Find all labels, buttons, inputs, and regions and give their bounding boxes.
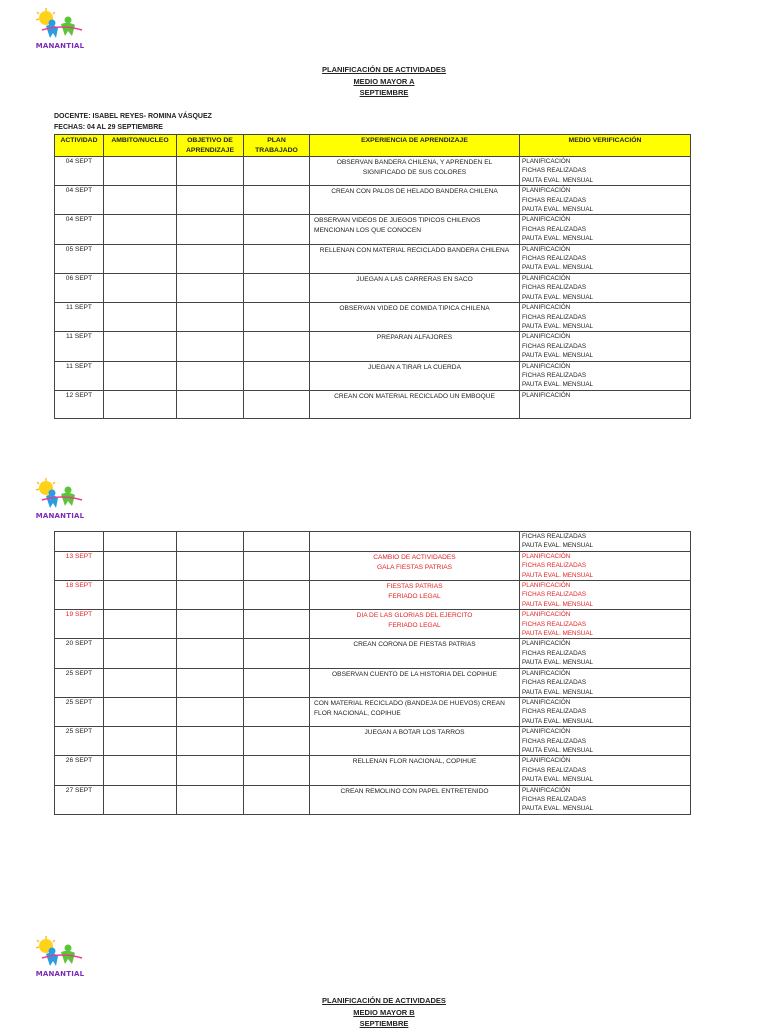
ambito-cell: [104, 639, 177, 668]
medio-item: FICHAS REALIZADAS: [522, 620, 587, 628]
medio-item: PAUTA EVAL. MENSUAL: [522, 322, 594, 330]
medio-item: PAUTA EVAL. MENSUAL: [522, 746, 594, 754]
experiencia-line: PREPARAN ALFAJORES: [376, 334, 453, 342]
experiencia-cell: [310, 551, 520, 580]
experiencia-line: JUEGAN A BOTAR LOS TARROS: [364, 729, 465, 737]
experiencia-cell: [310, 639, 520, 668]
experiencia-line: CREAN REMOLINO CON PAPEL ENTRETENIDO: [340, 787, 489, 795]
medio-item: PLANIFICACIÓN: [522, 611, 571, 619]
medio-verificacion-cell: [520, 639, 691, 668]
logo-text: MANANTIAL: [35, 512, 85, 520]
experiencia-cell: [310, 697, 520, 726]
medio-item: FICHAS REALIZADAS: [522, 284, 587, 292]
activity-date-cell: [55, 639, 104, 668]
experiencia-line: CON MATERIAL RECICLADO (BANDEJA DE HUEVOS) CREAN: [314, 699, 505, 707]
plan-cell: [244, 303, 310, 332]
experiencia-line: MENCIONAN LOS QUE CONOCEN: [314, 227, 421, 235]
objetivo-cell: [177, 610, 244, 639]
activity-date: 26 SEPT: [65, 757, 93, 765]
activity-date: 04 SEPT: [65, 187, 93, 195]
table-row: [55, 390, 691, 418]
medio-item: PAUTA EVAL. MENSUAL: [522, 176, 594, 184]
experiencia-line: RELLENAN FLOR NACIONAL, COPIHUE: [352, 758, 477, 766]
experiencia-line: FIESTAS PATRIAS: [386, 583, 443, 591]
medio-item: PLANIFICACIÓN: [522, 669, 571, 677]
medio-item: PAUTA EVAL. MENSUAL: [522, 600, 594, 608]
activity-date-cell: [55, 697, 104, 726]
medio-item: PAUTA EVAL. MENSUAL: [522, 264, 594, 272]
plan-cell: [244, 157, 310, 186]
activity-date-cell: [55, 186, 104, 215]
ambito-cell: [104, 390, 177, 418]
fechas-label: FECHAS: 04 AL 29 SEPTIEMBRE: [54, 124, 163, 131]
medio-verificacion-cell: [520, 581, 691, 610]
medio-verificacion-cell: [520, 551, 691, 580]
medio-item: PAUTA EVAL. MENSUAL: [522, 571, 594, 579]
medio-item: PAUTA EVAL. MENSUAL: [522, 293, 594, 301]
medio-item: FICHAS REALIZADAS: [522, 313, 587, 321]
medio-verificacion-cell: [520, 785, 691, 814]
table-row: [55, 639, 691, 668]
medio-item: PAUTA EVAL. MENSUAL: [522, 352, 594, 360]
ambito-cell: [104, 697, 177, 726]
experiencia-line: SIGNIFICADO DE SUS COLORES: [362, 169, 467, 176]
table-row: [55, 551, 691, 580]
objetivo-cell: [177, 273, 244, 302]
activity-date-cell: [55, 244, 104, 273]
experiencia-cell: [310, 273, 520, 302]
ambito-cell: [104, 551, 177, 580]
medio-verificacion-cell: [520, 361, 691, 390]
manantial-logo: [34, 478, 86, 520]
plan-cell: [244, 273, 310, 302]
medio-item: PLANIFICACIÓN: [522, 698, 571, 706]
activity-date: 11 SEPT: [66, 362, 92, 370]
activity-date-cell: [55, 361, 104, 390]
activity-date: 13 SEPT: [65, 552, 93, 560]
experiencia-cell: [310, 390, 520, 418]
activity-date-cell: [55, 581, 104, 610]
header-experiencia: EXPERIENCIA DE APRENDIZAJE: [310, 135, 520, 157]
medio-item: FICHAS REALIZADAS: [522, 225, 587, 233]
header-plan: PLAN TRABAJADO: [244, 135, 310, 157]
objetivo-cell: [177, 244, 244, 273]
medio-item: PLANIFICACIÓN: [522, 187, 571, 195]
medio-item: FICHAS REALIZADAS: [522, 737, 587, 745]
activity-date: 04 SEPT: [65, 158, 93, 165]
title-line: PLANIFICACIÓN DE ACTIVIDADES: [322, 65, 446, 74]
plan-cell: [244, 332, 310, 361]
month-name: SEPTIEMBRE: [359, 1019, 409, 1028]
medio-item: FICHAS REALIZADAS: [522, 196, 587, 204]
table-row: [55, 157, 691, 186]
objetivo-cell: [177, 303, 244, 332]
month-name: SEPTIEMBRE: [359, 88, 409, 97]
experiencia-line: FERIADO LEGAL: [388, 593, 441, 601]
experiencia-line: OBSERVAN CUENTO DE LA HISTORIA DEL COPIHUE: [332, 670, 497, 678]
group-name: MEDIO MAYOR A: [353, 76, 415, 86]
objetivo-cell: [177, 361, 244, 390]
medio-verificacion-cell: [520, 532, 691, 552]
experiencia-line: CREAN CORONA DE FIESTAS PATRIAS: [353, 641, 476, 649]
table-row: [55, 361, 691, 390]
ambito-cell: [104, 581, 177, 610]
medio-item: PAUTA EVAL. MENSUAL: [522, 542, 594, 550]
objetivo-cell: [177, 551, 244, 580]
empty-cell: [310, 532, 520, 552]
table-row: [55, 727, 691, 756]
experiencia-line: OBSERVAN VIDEO DE COMIDA TIPICA CHILENA: [339, 305, 490, 313]
medio-item: FICHAS REALIZADAS: [522, 679, 587, 687]
plan-cell: [244, 727, 310, 756]
experiencia-line: GALA FIESTAS PATRIAS: [376, 563, 453, 571]
plan-cell: [244, 244, 310, 273]
objetivo-cell: [177, 157, 244, 186]
table-row: [55, 303, 691, 332]
ambito-cell: [104, 361, 177, 390]
table-row: [55, 610, 691, 639]
header-objetivo: OBJETIVO DE APRENDIZAJE: [177, 135, 244, 157]
activity-date-cell: [55, 273, 104, 302]
ambito-cell: [104, 785, 177, 814]
medio-item: PAUTA EVAL. MENSUAL: [522, 688, 594, 696]
header-actividad: ACTIVIDAD: [55, 135, 104, 157]
medio-item: FICHAS REALIZADAS: [522, 591, 587, 599]
activity-date: 04 SEPT: [65, 216, 93, 224]
experiencia-cell: [310, 157, 520, 186]
plan-cell: [244, 551, 310, 580]
plan-cell: [244, 186, 310, 215]
table-row: [55, 668, 691, 697]
medio-verificacion-cell: [520, 332, 691, 361]
medio-item: PAUTA EVAL. MENSUAL: [522, 630, 594, 638]
table-row: [55, 785, 691, 814]
medio-item: PLANIFICACIÓN: [522, 728, 571, 736]
ambito-cell: [104, 215, 177, 244]
plan-cell: [244, 668, 310, 697]
experiencia-cell: [310, 244, 520, 273]
medio-verificacion-cell: [520, 303, 691, 332]
objetivo-cell: [177, 390, 244, 418]
table-row: [55, 581, 691, 610]
medio-item: PAUTA EVAL. MENSUAL: [522, 235, 594, 243]
ambito-cell: [104, 273, 177, 302]
activity-date-cell: [55, 727, 104, 756]
activity-date-cell: [55, 551, 104, 580]
medio-item: PAUTA EVAL. MENSUAL: [522, 805, 594, 813]
activity-date-cell: [55, 390, 104, 418]
activity-date-cell: [55, 215, 104, 244]
ambito-cell: [104, 756, 177, 785]
medio-item: PLANIFICACIÓN: [522, 333, 571, 341]
medio-verificacion-cell: [520, 390, 691, 418]
activity-date: 06 SEPT: [65, 274, 93, 282]
medio-verificacion-cell: [520, 727, 691, 756]
experiencia-cell: [310, 756, 520, 785]
header-medio: MEDIO VERIFICACIÓN: [520, 135, 691, 157]
medio-verificacion-cell: [520, 668, 691, 697]
activity-date-cell: [55, 610, 104, 639]
experiencia-line: FERIADO LEGAL: [388, 622, 441, 630]
experiencia-cell: [310, 668, 520, 697]
activity-date: 19 SEPT: [65, 611, 93, 619]
activity-date: 18 SEPT: [65, 582, 93, 590]
plan-cell: [244, 361, 310, 390]
activity-date: 11 SEPT: [66, 304, 92, 312]
experiencia-line: DIA DE LAS GLORIAS DEL EJERCITO: [356, 612, 473, 620]
experiencia-line: JUEGAN A LAS CARRERAS EN SACO: [356, 275, 473, 283]
children-sun-icon: [34, 8, 86, 42]
medio-item: FICHAS REALIZADAS: [522, 795, 587, 803]
page1-title: [0, 64, 768, 99]
manantial-logo: [34, 8, 86, 50]
empty-cell: [55, 532, 104, 552]
table-row: [55, 756, 691, 785]
medio-item: PLANIFICACIÓN: [522, 304, 571, 312]
medio-verificacion-cell: [520, 756, 691, 785]
medio-item: PLANIFICACIÓN: [522, 274, 571, 282]
children-sun-icon: [34, 936, 86, 970]
table-header-row: [55, 135, 691, 157]
table-row: [55, 697, 691, 726]
children-sun-icon: [34, 478, 86, 512]
experiencia-line: RELLENAN CON MATERIAL RECICLADO BANDERA CHILENA: [319, 246, 510, 254]
objetivo-cell: [177, 727, 244, 756]
table-row: [55, 244, 691, 273]
experiencia-cell: [310, 361, 520, 390]
activity-date: 25 SEPT: [65, 728, 93, 736]
medio-verificacion-cell: [520, 697, 691, 726]
experiencia-cell: [310, 785, 520, 814]
logo-text: MANANTIAL: [35, 42, 85, 50]
activity-date: 25 SEPT: [65, 669, 93, 677]
objetivo-cell: [177, 639, 244, 668]
plan-cell: [244, 610, 310, 639]
experiencia-cell: [310, 215, 520, 244]
meta-block: [54, 111, 212, 133]
table-row: [55, 332, 691, 361]
experiencia-cell: [310, 581, 520, 610]
logo-text: MANANTIAL: [35, 970, 85, 978]
objetivo-cell: [177, 215, 244, 244]
activity-date: 25 SEPT: [65, 698, 93, 706]
medio-verificacion-cell: [520, 186, 691, 215]
experiencia-cell: [310, 186, 520, 215]
ambito-cell: [104, 244, 177, 273]
medio-verificacion-cell: [520, 157, 691, 186]
medio-item: PLANIFICACIÓN: [522, 757, 571, 765]
plan-cell: [244, 785, 310, 814]
table-row: [55, 215, 691, 244]
medio-item: FICHAS REALIZADAS: [522, 167, 587, 175]
empty-cell: [104, 532, 177, 552]
medio-verificacion-cell: [520, 215, 691, 244]
objetivo-cell: [177, 785, 244, 814]
experiencia-line: CREAN CON MATERIAL RECICLADO UN EMBOQUE: [334, 392, 495, 400]
experiencia-line: CAMBIO DE ACTIVIDADES: [373, 553, 456, 561]
medio-item: PAUTA EVAL. MENSUAL: [522, 776, 594, 784]
objetivo-cell: [177, 756, 244, 785]
docente-label: DOCENTE: ISABEL REYES- ROMINA VÁSQUEZ: [54, 113, 212, 120]
activity-date-cell: [55, 157, 104, 186]
medio-item: PLANIFICACIÓN: [522, 552, 571, 560]
medio-item: PLANIFICACIÓN: [522, 786, 571, 794]
medio-item: FICHAS REALIZADAS: [522, 342, 587, 350]
medio-item: FICHAS REALIZADAS: [522, 371, 587, 379]
header-ambito: AMBITO/NUCLEO: [104, 135, 177, 157]
activity-date-cell: [55, 785, 104, 814]
experiencia-cell: [310, 303, 520, 332]
objetivo-cell: [177, 668, 244, 697]
ambito-cell: [104, 668, 177, 697]
medio-item: PAUTA EVAL. MENSUAL: [522, 659, 594, 667]
medio-item: PLANIFICACIÓN: [522, 640, 571, 648]
plan-cell: [244, 581, 310, 610]
experiencia-cell: [310, 332, 520, 361]
experiencia-line: OBSERVAN BANDERA CHILENA, Y APRENDEN EL: [336, 159, 493, 166]
activity-date: 12 SEPT: [65, 391, 93, 399]
experiencia-line: JUEGAN A TIRAR LA CUERDA: [368, 363, 461, 371]
medio-verificacion-cell: [520, 244, 691, 273]
plan-cell: [244, 697, 310, 726]
plan-cell: [244, 639, 310, 668]
experiencia-cell: [310, 727, 520, 756]
activity-date: 05 SEPT: [65, 245, 93, 253]
ambito-cell: [104, 727, 177, 756]
page3-title: [0, 995, 768, 1030]
ambito-cell: [104, 610, 177, 639]
medio-item: FICHAS REALIZADAS: [522, 649, 587, 657]
title-line: PLANIFICACIÓN DE ACTIVIDADES: [322, 996, 446, 1005]
activity-date: 27 SEPT: [65, 786, 93, 794]
medio-verificacion-cell: [520, 610, 691, 639]
medio-item: FICHAS REALIZADAS: [522, 533, 587, 540]
medio-item: PLANIFICACIÓN: [522, 245, 571, 253]
activities-table-1: [54, 134, 691, 419]
medio-item: PLANIFICACIÓN: [522, 582, 571, 590]
medio-verificacion-cell: [520, 273, 691, 302]
table-row: [55, 186, 691, 215]
activity-date-cell: [55, 756, 104, 785]
medio-item: FICHAS REALIZADAS: [522, 255, 587, 263]
activity-date: 11 SEPT: [66, 333, 92, 341]
ambito-cell: [104, 303, 177, 332]
activities-table-2: [54, 531, 691, 815]
medio-item: FICHAS REALIZADAS: [522, 708, 587, 716]
plan-cell: [244, 215, 310, 244]
objetivo-cell: [177, 581, 244, 610]
medio-item: PLANIFICACIÓN: [522, 158, 571, 165]
experiencia-line: CREAN CON PALOS DE HELADO BANDERA CHILENA: [331, 188, 498, 196]
objetivo-cell: [177, 697, 244, 726]
medio-item: PLANIFICACIÓN: [522, 391, 571, 399]
medio-item: FICHAS REALIZADAS: [522, 766, 587, 774]
medio-item: PLANIFICACIÓN: [522, 362, 571, 370]
experiencia-line: FLOR NACIONAL, COPIHUE: [314, 709, 401, 717]
plan-cell: [244, 390, 310, 418]
medio-item: PLANIFICACIÓN: [522, 216, 571, 224]
experiencia-line: OBSERVAN VIDEOS DE JUEGOS TIPICOS CHILENOS: [314, 217, 481, 225]
empty-cell: [177, 532, 244, 552]
medio-item: PAUTA EVAL. MENSUAL: [522, 381, 594, 389]
objetivo-cell: [177, 332, 244, 361]
medio-item: FICHAS REALIZADAS: [522, 562, 587, 570]
medio-item: PAUTA EVAL. MENSUAL: [522, 206, 594, 214]
empty-cell: [244, 532, 310, 552]
activity-date-cell: [55, 303, 104, 332]
continuation-row: [55, 532, 691, 552]
ambito-cell: [104, 332, 177, 361]
manantial-logo: [34, 936, 86, 978]
objetivo-cell: [177, 186, 244, 215]
ambito-cell: [104, 186, 177, 215]
activity-date: 20 SEPT: [65, 640, 93, 648]
group-name: MEDIO MAYOR B: [353, 1007, 415, 1017]
table-row: [55, 273, 691, 302]
activity-date-cell: [55, 668, 104, 697]
experiencia-cell: [310, 610, 520, 639]
ambito-cell: [104, 157, 177, 186]
plan-cell: [244, 756, 310, 785]
medio-item: PAUTA EVAL. MENSUAL: [522, 717, 594, 725]
activity-date-cell: [55, 332, 104, 361]
